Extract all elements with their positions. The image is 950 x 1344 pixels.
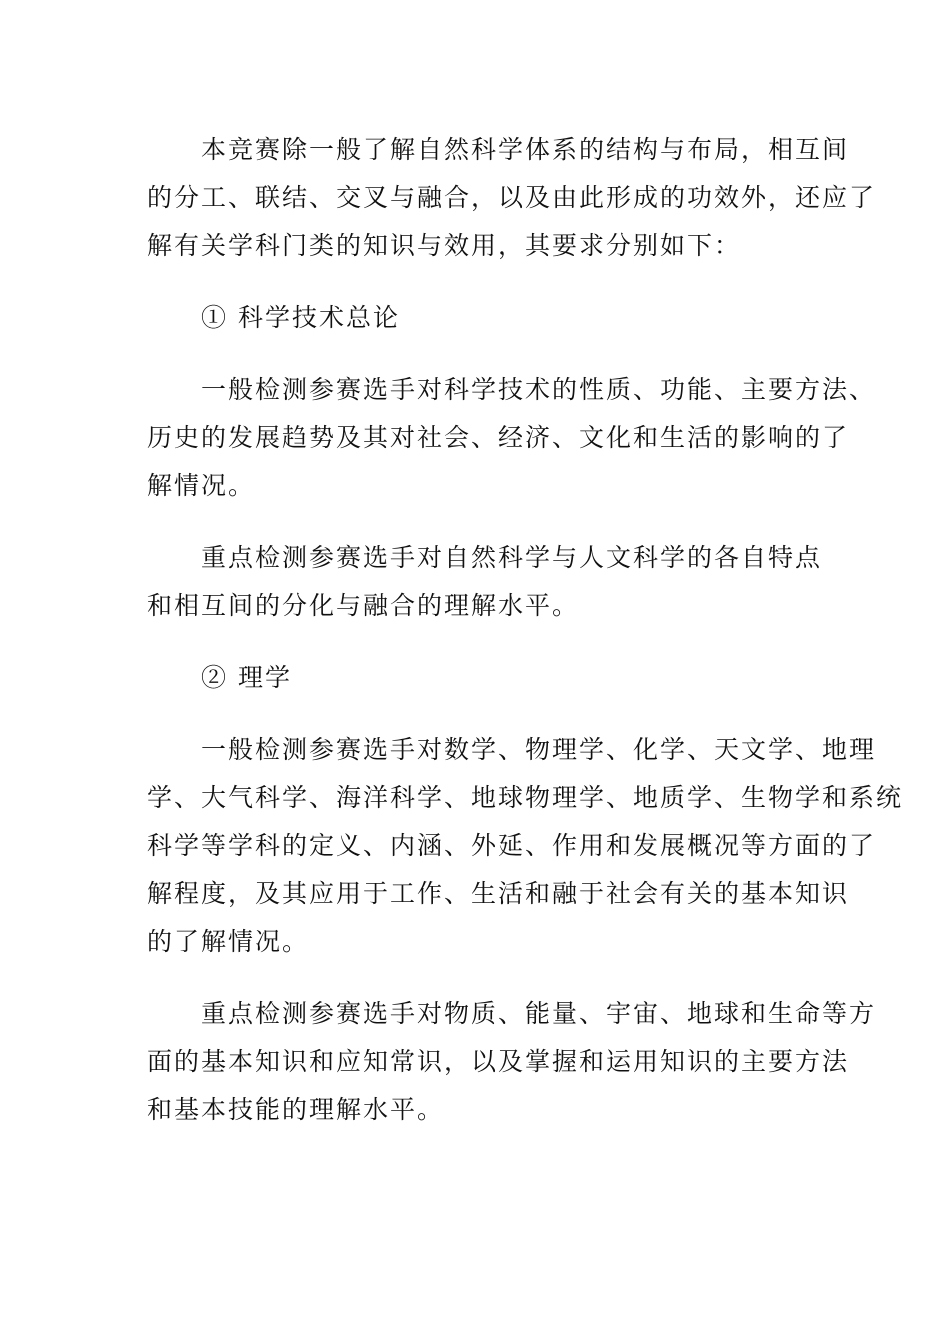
section1-focus-line-2: 和相互间的分化与融合的理解水平。 <box>147 591 580 620</box>
intro-line-2: 的分工、联结、交叉与融合，以及由此形成的功效外，还应了 <box>147 183 877 212</box>
section2-focus-line-2: 面的基本知识和应知常识，以及掌握和运用知识的主要方法 <box>147 1047 850 1076</box>
section1-general-paragraph <box>147 366 877 510</box>
section1-general-line-1: 一般检测参赛选手对科学技术的性质、功能、主要方法、 <box>201 375 877 404</box>
section1-focus-paragraph <box>147 534 823 630</box>
section2-general-line-3: 科学等学科的定义、内涵、外延、作用和发展概况等方面的了 <box>147 831 877 860</box>
section2-general-line-4: 解程度，及其应用于工作、生活和融于社会有关的基本知识 <box>147 879 850 908</box>
section-heading-general-science: ① 科学技术总论 <box>201 303 400 332</box>
intro-line-1: 本竞赛除一般了解自然科学体系的结构与布局，相互间 <box>201 135 850 164</box>
section1-general-line-3: 解情况。 <box>147 471 256 500</box>
document-body <box>147 126 904 1158</box>
section2-focus-line-1: 重点检测参赛选手对物质、能量、宇宙、地球和生命等方 <box>201 999 877 1028</box>
intro-line-3: 解有关学科门类的知识与效用，其要求分别如下： <box>147 231 742 260</box>
section2-focus-line-3: 和基本技能的理解水平。 <box>147 1095 445 1124</box>
section2-general-line-5: 的了解情况。 <box>147 927 310 956</box>
section-heading-science: ② 理学 <box>201 663 292 692</box>
section2-general-line-2: 学、大气科学、海洋科学、地球物理学、地质学、生物学和系统 <box>147 783 904 812</box>
section2-focus-paragraph <box>147 990 877 1134</box>
section2-general-line-1: 一般检测参赛选手对数学、物理学、化学、天文学、地理 <box>201 735 877 764</box>
section2-general-paragraph <box>147 726 904 966</box>
section1-focus-line-1: 重点检测参赛选手对自然科学与人文科学的各自特点 <box>201 543 823 572</box>
section1-general-line-2: 历史的发展趋势及其对社会、经济、文化和生活的影响的了 <box>147 423 850 452</box>
intro-paragraph <box>147 126 877 270</box>
